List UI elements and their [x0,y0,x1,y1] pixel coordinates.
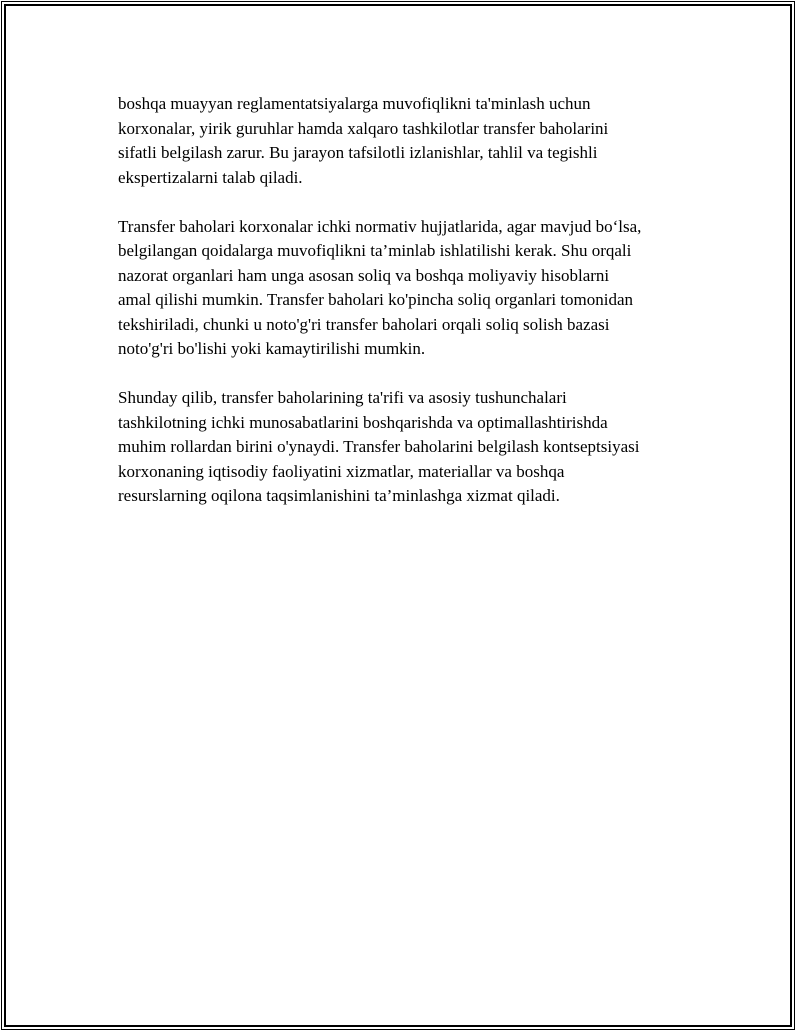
text-line: amal qilishi mumkin. Transfer baholari ko'pincha soliq organlari tomonidan [118,290,634,309]
paragraph-2 [118,215,678,362]
text-line: Shunday qilib, transfer baholarining ta'rifi va asosiy tushunchalari [118,388,567,407]
text-line: sifatli belgilash zarur. Bu jarayon tafsilotli izlanishlar, tahlil va tegishli [118,143,598,162]
text-line: resurslarning oqilona taqsimlanishini ta’minlashga xizmat qiladi. [118,486,560,505]
text-line: muhim rollardan birini o'ynaydi. Transfer baholarini belgilash kontseptsiyasi [118,437,640,456]
text-line: korxonaning iqtisodiy faoliyatini xizmatlar, materiallar va boshqa [118,461,565,481]
text-line: korxonalar, yirik guruhlar hamda xalqaro tashkilotlar transfer baholarini [118,118,609,138]
text-line: tashkilotning ichki munosabatlarini boshqarishda va optimallashtirishda [118,412,608,432]
text-line: belgilangan qoidalarga muvofiqlikni ta’minlab ishlatilishi kerak. Shu orqali [118,241,632,260]
text-line: Transfer baholari korxonalar ichki normativ hujjatlarida, agar mavjud bo‘lsa, [118,216,642,236]
text-line: tekshiriladi, chunki u noto'g'ri transfer baholari orqali soliq solish bazasi [118,314,610,334]
text-line: boshqa muayyan reglamentatsiyalarga muvofiqlikni ta'minlash uchun [118,94,591,113]
text-line: ekspertizalarni talab qiladi. [118,167,303,187]
paragraph-1 [118,92,678,190]
text-line: noto'g'ri bo'lishi yoki kamaytirilishi mumkin. [118,339,426,358]
paragraph-3 [118,386,678,509]
document-body [118,92,678,533]
text-line: nazorat organlari ham unga asosan soliq va boshqa moliyaviy hisoblarni [118,265,610,285]
